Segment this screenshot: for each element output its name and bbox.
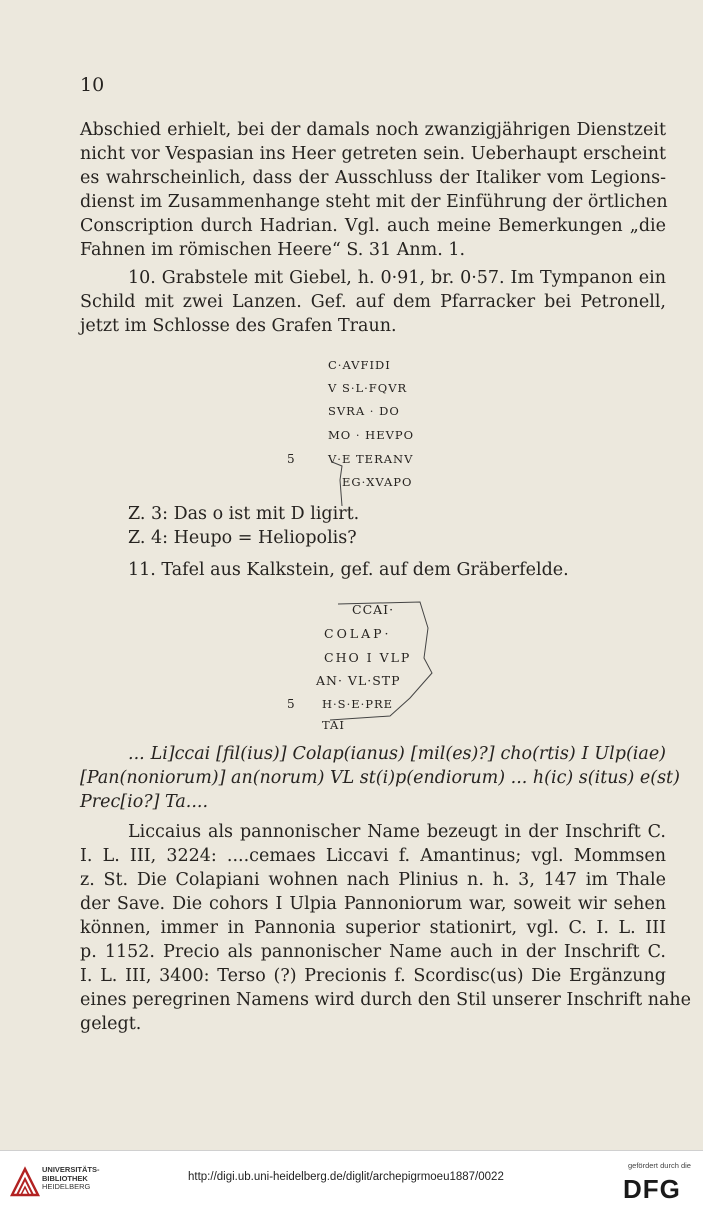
text-line: Liccaius als pannonischer Name bezeugt in der Inschrift C.	[128, 822, 666, 842]
text-line: jetzt im Schlosse des Grafen Traun.	[80, 316, 397, 336]
line-number: 5	[287, 697, 295, 711]
text-line: I. L. III, 3224: ....cemaes Liccavi f. Amantinus; vgl. Mommsen	[80, 846, 666, 866]
transcription-11	[80, 742, 680, 814]
sponsor-label: gefördert durch die	[628, 1161, 691, 1170]
page-number: 10	[80, 74, 105, 96]
text-line: p. 1152. Precio als pannonischer Name auch in der Inschrift C.	[80, 942, 666, 962]
inscription-line: CHO I VLP	[324, 650, 412, 665]
text-line: [Pan(noniorum)] an(norum) VL st(i)p(endiorum) ... h(ic) s(itus) e(st)	[80, 768, 680, 788]
institution-name	[42, 1166, 100, 1192]
paragraph-4	[80, 820, 692, 1036]
institution-line: UNIVERSITÄTS-	[42, 1165, 100, 1174]
inscription-line: V·E TERANV	[328, 452, 414, 466]
text-line: Conscription durch Hadrian. Vgl. auch meine Bemerkungen „die	[80, 216, 666, 236]
inscription-line: MO · HEVPO	[328, 428, 415, 442]
inscription-line: EG·XVAPO	[342, 475, 413, 489]
text-line: dienst im Zusammenhange steht mit der Einführung der örtlichen	[80, 192, 668, 212]
inscription-line: AN· VL·STP	[316, 673, 401, 688]
text-line: der Save. Die cohors I Ulpia Pannoniorum war, soweit wir sehen	[80, 894, 666, 914]
inscription-line: H·S·E·PRE	[322, 697, 394, 711]
dfg-logo[interactable]: DFG	[623, 1174, 681, 1204]
line-number: 5	[287, 452, 295, 466]
paragraph-2	[80, 266, 666, 338]
text-line: können, immer in Pannonia superior stationirt, vgl. C. I. L. III	[80, 918, 666, 938]
note-line: Z. 4: Heupo = Heliopolis?	[128, 528, 357, 548]
text-line: Prec[io?] Ta....	[80, 792, 209, 812]
text-line: es wahrscheinlich, dass der Ausschluss der Italiker vom Legions-	[80, 168, 666, 188]
text-line: z. St. Die Colapiani wohnen nach Plinius n. h. 3, 147 im Thale	[80, 870, 666, 890]
permalink-url[interactable]: http://digi.ub.uni-heidelberg.de/diglit/archepigrmoeu1887/0022	[188, 1171, 504, 1183]
institution-line: HEIDELBERG	[42, 1182, 91, 1191]
inscription-line: COLAP·	[324, 626, 392, 641]
inscription-line: C·AVFIDI	[328, 358, 391, 372]
text-line: Abschied erhielt, bei der damals noch zwanzigjährigen Dienstzeit	[80, 120, 666, 140]
entry-heading-11: 11. Tafel aus Kalkstein, gef. auf dem Gräberfelde.	[128, 560, 569, 580]
text-line: Schild mit zwei Lanzen. Gef. auf dem Pfarracker bei Petronell,	[80, 292, 666, 312]
text-line: Fahnen im römischen Heere“ S. 31 Anm. 1.	[80, 240, 466, 260]
viewer-footer	[0, 1150, 703, 1208]
university-library-logo-icon[interactable]	[8, 1163, 42, 1199]
text-line: 10. Grabstele mit Giebel, h. 0·91, br. 0·57. Im Tympanon ein	[128, 268, 666, 288]
institution-line: BIBLIOTHEK	[42, 1173, 88, 1183]
inscription-line: V S·L·FQVR	[328, 381, 408, 395]
text-line: I. L. III, 3400: Terso (?) Precionis f. Scordisc(us) Die Ergänzung	[80, 966, 666, 986]
text-line: gelegt.	[80, 1014, 142, 1034]
stone-break-outline	[330, 460, 360, 510]
paragraph-1	[80, 118, 666, 262]
inscription-line: CCAI·	[352, 602, 395, 617]
inscription-line: TAI	[322, 718, 345, 732]
text-line: eines peregrinen Namens wird durch den Stil unserer Inschrift nahe	[80, 990, 692, 1010]
text-line: ... Li]ccai [fil(ius)] Colap(ianus) [mil(es)?] cho(rtis) I Ulp(iae)	[128, 744, 666, 764]
text-line: nicht vor Vespasian ins Heer getreten sein. Ueberhaupt erscheint	[80, 144, 666, 164]
note-line: Z. 3: Das o ist mit D ligirt.	[128, 504, 360, 524]
inscription-line: SVRA · DO	[328, 404, 400, 418]
